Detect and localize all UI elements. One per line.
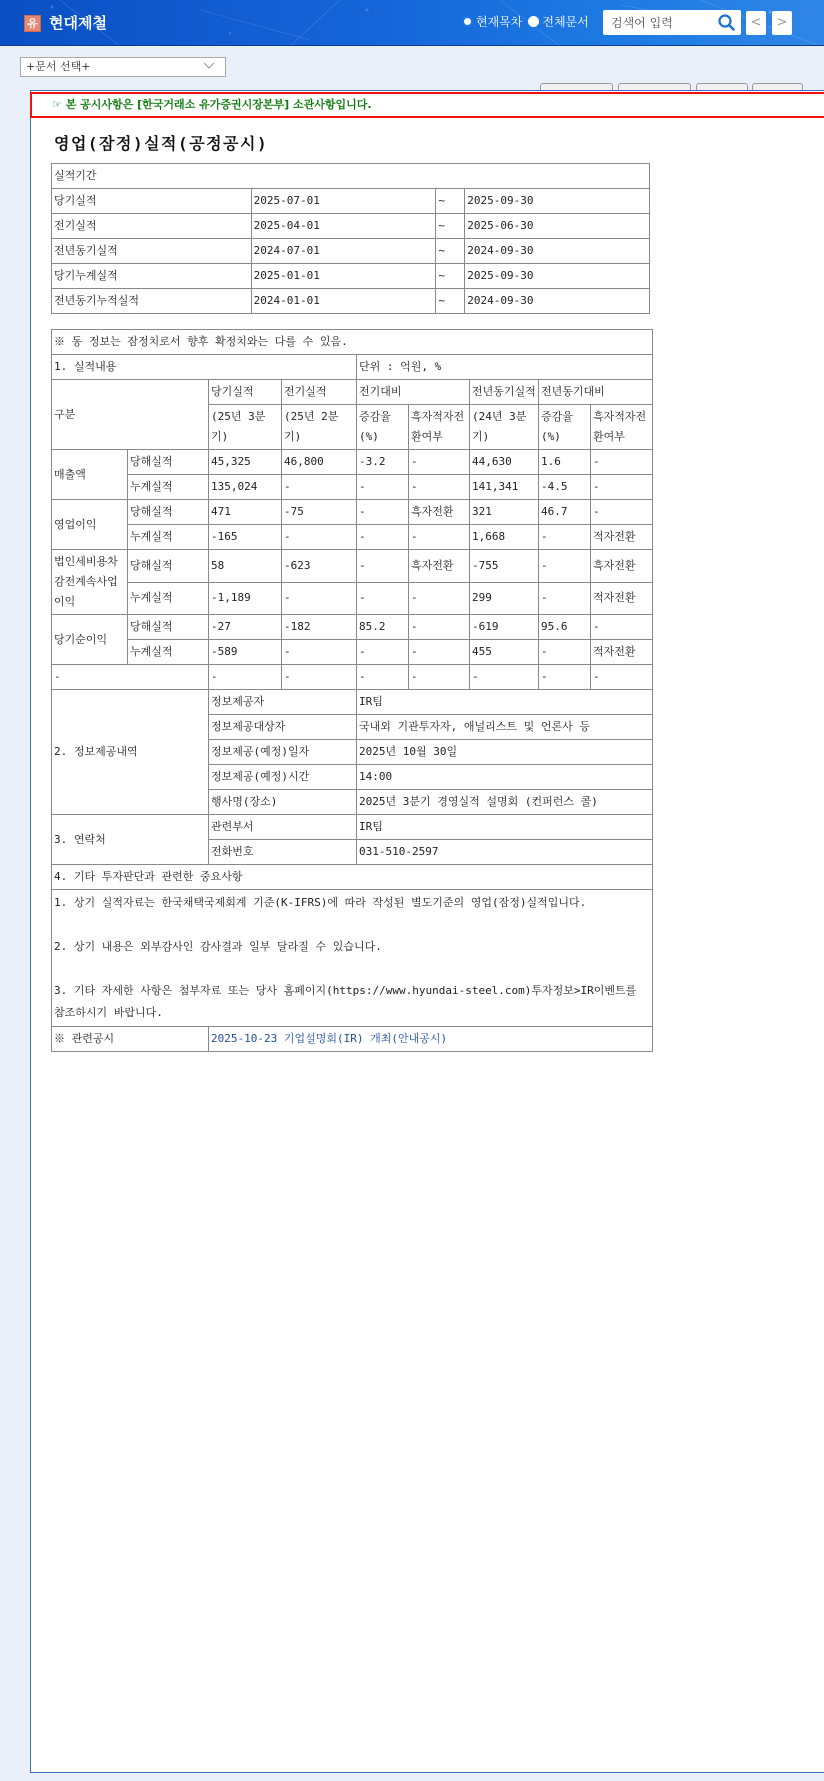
radio-selected-icon[interactable] [462, 16, 473, 27]
info-label: 정보제공(예정)시간 [209, 765, 357, 790]
radio-unselected-icon[interactable] [528, 16, 539, 27]
header-prev: 전기실적 [282, 380, 357, 405]
table-row [52, 615, 653, 640]
cell-yoy-turn: 적자전환 [591, 640, 653, 665]
header-qoq-turn: 흑자적자전환여부 [409, 405, 470, 450]
cell-current: -165 [209, 525, 282, 550]
info-label: 행사명(장소) [209, 790, 357, 815]
table-row [52, 690, 653, 715]
table-header-row [52, 380, 653, 405]
section-title: 1. 실적내용 [52, 355, 357, 380]
cell-yoy-rate: - [539, 550, 591, 583]
table-row [52, 550, 653, 583]
cell-prev: - [282, 525, 357, 550]
header-category: 구분 [52, 380, 209, 450]
info-label: 정보제공대상자 [209, 715, 357, 740]
jurisdiction-notice: ☞ 본 공시사항은 [한국거래소 유가증권시장본부] 소관사항입니다. [30, 92, 824, 118]
cell-qoq-rate: 85.2 [357, 615, 409, 640]
period-to: 2025-06-30 [465, 214, 650, 239]
cell-yoy-rate: 1.6 [539, 450, 591, 475]
company-logo-badge: 유 [24, 15, 41, 32]
period-from: 2025-04-01 [251, 214, 436, 239]
table-row [52, 189, 650, 214]
info-value: 2025년 3분기 경영실적 설명회 (컨퍼런스 콜) [357, 790, 653, 815]
period-from: 2024-07-01 [251, 239, 436, 264]
search-box [603, 10, 741, 35]
cell-qoq-turn: - [409, 475, 470, 500]
cell-qoq-turn: - [409, 582, 470, 615]
table-row [52, 214, 650, 239]
table-row [52, 1027, 653, 1052]
cell-yoy-rate: - [539, 640, 591, 665]
cell-yoy-value: 141,341 [470, 475, 539, 500]
cell-yoy-value: -619 [470, 615, 539, 640]
header-current-sub: (25년 3분기) [209, 405, 282, 450]
cell-yoy-rate: - [539, 525, 591, 550]
cell-current: -27 [209, 615, 282, 640]
group-label: 영업이익 [52, 500, 128, 550]
contact-value: IR팀 [357, 815, 653, 840]
cell-qoq-rate: -3.2 [357, 450, 409, 475]
table-row [52, 264, 650, 289]
period-sep: ~ [436, 264, 465, 289]
cell-qoq-rate: - [357, 475, 409, 500]
period-to: 2025-09-30 [465, 189, 650, 214]
radio-label: 현재목차 [476, 15, 523, 29]
cell-dash: - [409, 665, 470, 690]
period-to: 2024-09-30 [465, 239, 650, 264]
cell-yoy-value: 44,630 [470, 450, 539, 475]
top-header-bar [0, 0, 824, 46]
cell-qoq-turn: 흑자전환 [409, 500, 470, 525]
note-item: 3. 기타 자세한 사항은 첨부자료 또는 당사 홈페이지(https://www.hyundai-steel.com)투자정보>IR이벤트를 참조하시기 바랍니다. [54, 984, 637, 1019]
header-qoq: 전기대비 [357, 380, 470, 405]
row-type: 누계실적 [128, 475, 209, 500]
period-label: 전기실적 [52, 214, 252, 239]
row-type: 누계실적 [128, 582, 209, 615]
cell-yoy-value: 455 [470, 640, 539, 665]
cell-qoq-turn: - [409, 615, 470, 640]
table-row [52, 582, 653, 615]
header-qoq-rate: 증감율(%) [357, 405, 409, 450]
info-value: 국내외 기관투자자, 애널리스트 및 언론사 등 [357, 715, 653, 740]
cell-current: 471 [209, 500, 282, 525]
cell-dash: - [209, 665, 282, 690]
radio-current-toc[interactable] [462, 13, 522, 30]
header-yoy-value: 전년동기실적 [470, 380, 539, 405]
period-label: 전년동기실적 [52, 239, 252, 264]
cell-prev: - [282, 640, 357, 665]
cell-dash: - [282, 665, 357, 690]
row-type: 누계실적 [128, 640, 209, 665]
info-value: 14:00 [357, 765, 653, 790]
row-type: 당해실적 [128, 550, 209, 583]
period-from: 2025-01-01 [251, 264, 436, 289]
period-label: 당기누계실적 [52, 264, 252, 289]
info-value: IR팀 [357, 690, 653, 715]
table-row [52, 640, 653, 665]
section-title: 3. 연락처 [52, 815, 209, 865]
row-type: 누계실적 [128, 525, 209, 550]
header-yoy-rate: 증감율(%) [539, 405, 591, 450]
search-icon[interactable] [718, 14, 735, 31]
search-scope-radio-group [462, 13, 595, 30]
cell-prev: - [282, 475, 357, 500]
cell-qoq-turn: - [409, 450, 470, 475]
header-current: 당기실적 [209, 380, 282, 405]
disclaimer: ※ 동 정보는 잠정치로서 향후 확정치와는 다를 수 있음. [52, 330, 653, 355]
cell-yoy-turn: - [591, 615, 653, 640]
period-label: 당기실적 [52, 189, 252, 214]
info-label: 정보제공자 [209, 690, 357, 715]
note-item: 2. 상기 내용은 외부감사인 감사결과 일부 달라질 수 있습니다. [54, 940, 382, 953]
period-sep: ~ [436, 289, 465, 314]
cell-dash: - [52, 665, 209, 690]
cell-yoy-turn: 적자전환 [591, 525, 653, 550]
cell-current: 58 [209, 550, 282, 583]
section-title: 4. 기타 투자판단과 관련한 중요사항 [52, 865, 653, 890]
page-title: 영업(잠정)실적(공정공시) [54, 134, 269, 153]
cell-yoy-rate: 95.6 [539, 615, 591, 640]
row-type: 당해실적 [128, 500, 209, 525]
related-label: ※ 관련공시 [52, 1027, 209, 1052]
table-row [52, 815, 653, 840]
document-select-dropdown[interactable] [20, 57, 226, 77]
period-from: 2024-01-01 [251, 289, 436, 314]
cell-dash: - [539, 665, 591, 690]
cell-qoq-turn: - [409, 640, 470, 665]
cell-prev: - [282, 582, 357, 615]
cell-yoy-turn: - [591, 500, 653, 525]
period-table [51, 163, 650, 314]
note-item: 1. 상기 실적자료는 한국채택국제회계 기준(K-IFRS)에 따라 작성된 별도기준의 영업(잠정)실적입니다. [54, 896, 587, 909]
cell-dash: - [357, 665, 409, 690]
related-disclosure-link[interactable]: 2025-10-23 기업설명회(IR) 개최(안내공시) [209, 1027, 653, 1052]
table-row [52, 289, 650, 314]
cell-current: -589 [209, 640, 282, 665]
cell-yoy-turn: - [591, 475, 653, 500]
cell-yoy-value: 299 [470, 582, 539, 615]
info-value: 2025년 10월 30일 [357, 740, 653, 765]
period-sep: ~ [436, 239, 465, 264]
row-type: 당해실적 [128, 450, 209, 475]
row-type: 당해실적 [128, 615, 209, 640]
contact-label: 전화번호 [209, 840, 357, 865]
header-yoy-turn: 흑자적자전환여부 [591, 405, 653, 450]
cell-qoq-rate: - [357, 550, 409, 583]
table-row [52, 665, 653, 690]
notes-cell [52, 890, 653, 1027]
company-name: 현대제철 [49, 14, 107, 32]
cell-dash: - [591, 665, 653, 690]
period-sep: ~ [436, 214, 465, 239]
results-table [51, 329, 653, 1052]
group-label: 매출액 [52, 450, 128, 500]
table-row [52, 330, 653, 355]
chevron-down-icon [203, 61, 215, 71]
cell-qoq-turn: 흑자전환 [409, 550, 470, 583]
cell-current: 45,325 [209, 450, 282, 475]
cell-prev: -623 [282, 550, 357, 583]
table-row [52, 525, 653, 550]
cell-yoy-value: 321 [470, 500, 539, 525]
table-row [52, 239, 650, 264]
unit-label: 단위 : 억원, % [357, 355, 653, 380]
cell-current: 135,024 [209, 475, 282, 500]
next-result-button[interactable]: > [772, 11, 792, 35]
cell-yoy-value: -755 [470, 550, 539, 583]
period-from: 2025-07-01 [251, 189, 436, 214]
cell-current: -1,189 [209, 582, 282, 615]
cell-qoq-rate: - [357, 640, 409, 665]
radio-all-documents[interactable] [528, 13, 588, 30]
header-yoy: 전년동기대비 [539, 380, 653, 405]
cell-yoy-turn: - [591, 450, 653, 475]
cell-dash: - [470, 665, 539, 690]
section-title: 2. 정보제공내역 [52, 690, 209, 815]
table-row [52, 865, 653, 890]
document-select-value: +문서 선택+ [26, 60, 91, 73]
table-row [52, 164, 650, 189]
table-row [52, 450, 653, 475]
cell-yoy-rate: -4.5 [539, 475, 591, 500]
prev-result-button[interactable]: < [746, 11, 766, 35]
contact-value: 031-510-2597 [357, 840, 653, 865]
period-header: 실적기간 [52, 164, 650, 189]
period-to: 2024-09-30 [465, 289, 650, 314]
cell-qoq-rate: - [357, 500, 409, 525]
cell-yoy-turn: 흑자전환 [591, 550, 653, 583]
cell-prev: -75 [282, 500, 357, 525]
cell-prev: 46,800 [282, 450, 357, 475]
cell-yoy-rate: - [539, 582, 591, 615]
radio-label: 전체문서 [542, 15, 589, 29]
cell-yoy-turn: 적자전환 [591, 582, 653, 615]
period-sep: ~ [436, 189, 465, 214]
search-input[interactable] [603, 10, 713, 35]
table-row [52, 475, 653, 500]
header-yoy-value-sub: (24년 3분기) [470, 405, 539, 450]
cell-yoy-rate: 46.7 [539, 500, 591, 525]
cell-qoq-rate: - [357, 525, 409, 550]
cell-yoy-value: 1,668 [470, 525, 539, 550]
group-label: 법인세비용차감전계속사업이익 [52, 550, 128, 615]
group-label: 당기순이익 [52, 615, 128, 665]
cell-prev: -182 [282, 615, 357, 640]
table-row [52, 890, 653, 1027]
cell-qoq-rate: - [357, 582, 409, 615]
table-row [52, 355, 653, 380]
header-prev-sub: (25년 2분기) [282, 405, 357, 450]
cell-qoq-turn: - [409, 525, 470, 550]
period-to: 2025-09-30 [465, 264, 650, 289]
period-label: 전년동기누적실적 [52, 289, 252, 314]
info-label: 정보제공(예정)일자 [209, 740, 357, 765]
contact-label: 관련부서 [209, 815, 357, 840]
table-row [52, 500, 653, 525]
